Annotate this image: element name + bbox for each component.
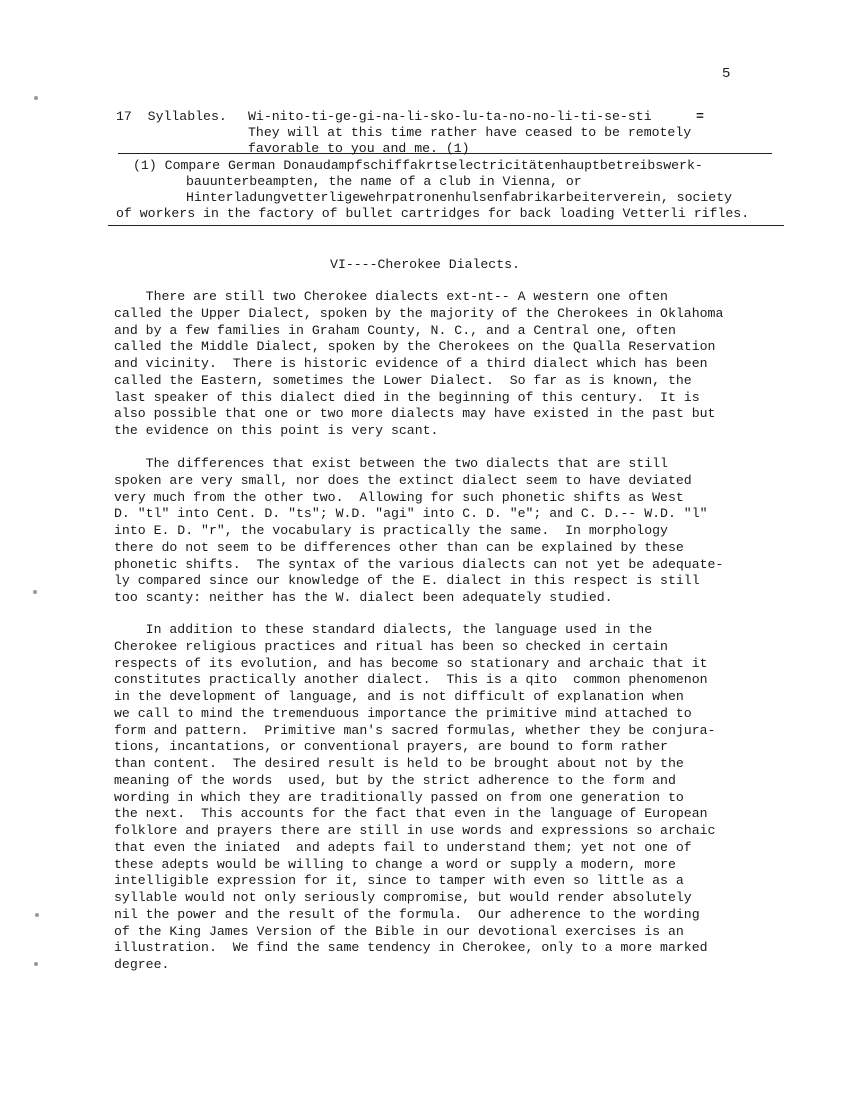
text-line: and by a few families in Graham County, N. C., and a Central one, often <box>114 322 676 338</box>
text-line: nil the power and the result of the formula. Our adherence to the wording <box>114 906 700 922</box>
text-line: The differences that exist between the two dialects that are still <box>114 456 668 471</box>
footnote-bottom-rule <box>108 225 784 226</box>
text-line: called the Upper Dialect, spoken by the majority of the Cherokees in Oklahoma <box>114 305 724 321</box>
text-line: D. "tl" into Cent. D. "ts"; W.D. "agi" into C. D. "e"; and C. D.-- W.D. "l" <box>114 506 708 522</box>
page-number: 5 <box>722 66 731 82</box>
syllable-count-label: 17 Syllables. <box>116 109 227 124</box>
translation-line: They will at this time rather have ceased to be remotely <box>248 125 692 140</box>
paragraph-1 <box>114 289 764 440</box>
text-line: illustration. We find the same tendency in Cherokee, only to a more marked <box>114 940 708 956</box>
text-line: constitutes practically another dialect. This is a qito common phenomenon <box>114 672 708 688</box>
text-line: folklore and prayers there are still in use words and expressions so archaic <box>114 823 716 838</box>
text-line: and vicinity. There is historic evidence of a third dialect which has been <box>114 356 708 371</box>
footnote-line: of workers in the factory of bullet cartridges for back loading Vetterli rifles. <box>116 206 750 221</box>
text-line: the evidence on this point is very scant. <box>114 423 439 438</box>
text-line: we call to mind the tremenduous importance the primitive mind attached to <box>114 705 692 721</box>
text-line: Cherokee religious practices and ritual has been so checked in certain <box>114 638 668 654</box>
text-line: degree. <box>114 957 170 972</box>
footnote-line: Hinterladungvetterligewehrpatronenhulsenfabrikarbeiterverein, society <box>186 190 733 205</box>
scan-speck <box>35 913 39 917</box>
text-line: there do not seem to be differences other than can be explained by these <box>114 539 684 555</box>
text-line: wording in which they are traditionally passed on from one generation to <box>114 789 684 805</box>
text-line: the next. This accounts for the fact that even in the language of European <box>114 806 708 822</box>
text-line: than content. The desired result is held to be brought about not by the <box>114 756 684 771</box>
footnote-line: (1) Compare German Donaudampfschiffakrtselectricitätenhauptbetreibswerk- <box>133 158 703 173</box>
text-line: In addition to these standard dialects, the language used in the <box>114 622 653 637</box>
text-line: called the Eastern, sometimes the Lower Dialect. So far as is known, the <box>114 372 692 388</box>
text-line: spoken are very small, nor does the extinct dialect seem to have deviated <box>114 472 692 488</box>
text-line: syllable would not only seriously compromise, but would render absolutely <box>114 890 692 905</box>
text-line: intelligible expression for it, since to tamper with even so little as a <box>114 873 684 889</box>
scan-speck <box>33 590 37 594</box>
text-line: called the Middle Dialect, spoken by the Cherokees on the Qualla Reservation <box>114 339 716 355</box>
text-line: very much from the other two. Allowing for such phonetic shifts as West <box>114 489 684 505</box>
text-line: too scanty: neither has the W. dialect been adequately studied. <box>114 590 613 605</box>
section-heading: VI----Cherokee Dialects. <box>330 257 520 272</box>
translation-line: favorable to you and me. (1) <box>248 141 470 156</box>
text-line: tions, incantations, or conventional prayers, are bound to form rather <box>114 739 668 755</box>
paragraph-3 <box>114 622 764 974</box>
text-line: in the development of language, and is not difficult of explanation when <box>114 689 684 704</box>
footnote-top-rule <box>118 153 772 154</box>
text-line: phonetic shifts. The syntax of the various dialects can not yet be adequate- <box>114 556 724 572</box>
footnote-line: bauunterbeampten, the name of a club in Vienna, or <box>186 174 582 189</box>
equals-sign: = <box>696 109 704 124</box>
text-line: meaning of the words used, but by the strict adherence to the form and <box>114 772 676 788</box>
text-line: these adepts would be willing to change a word or supply a modern, more <box>114 856 676 872</box>
scan-speck <box>34 962 38 966</box>
text-line: of the King James Version of the Bible in our devotional exercises is an <box>114 923 684 939</box>
text-line: that even the iniated and adepts fail to understand them; yet not one of <box>114 839 692 855</box>
cherokee-word: Wi-nito-ti-ge-gi-na-li-sko-lu-ta-no-no-li-ti-se-sti <box>248 109 652 124</box>
text-line: form and pattern. Primitive man's sacred formulas, whether they be conjura- <box>114 722 716 738</box>
paragraph-2 <box>114 456 764 607</box>
text-line: There are still two Cherokee dialects ext-nt-- A western one often <box>114 289 668 304</box>
text-line: respects of its evolution, and has become so stationary and archaic that it <box>114 655 708 671</box>
text-line: ly compared since our knowledge of the E. dialect in this respect is still <box>114 573 700 589</box>
text-line: last speaker of this dialect died in the beginning of this century. It is <box>114 389 700 405</box>
scan-speck <box>34 96 38 100</box>
text-line: into E. D. "r", the vocabulary is practically the same. In morphology <box>114 523 668 538</box>
text-line: also possible that one or two more dialects may have existed in the past but <box>114 406 716 422</box>
